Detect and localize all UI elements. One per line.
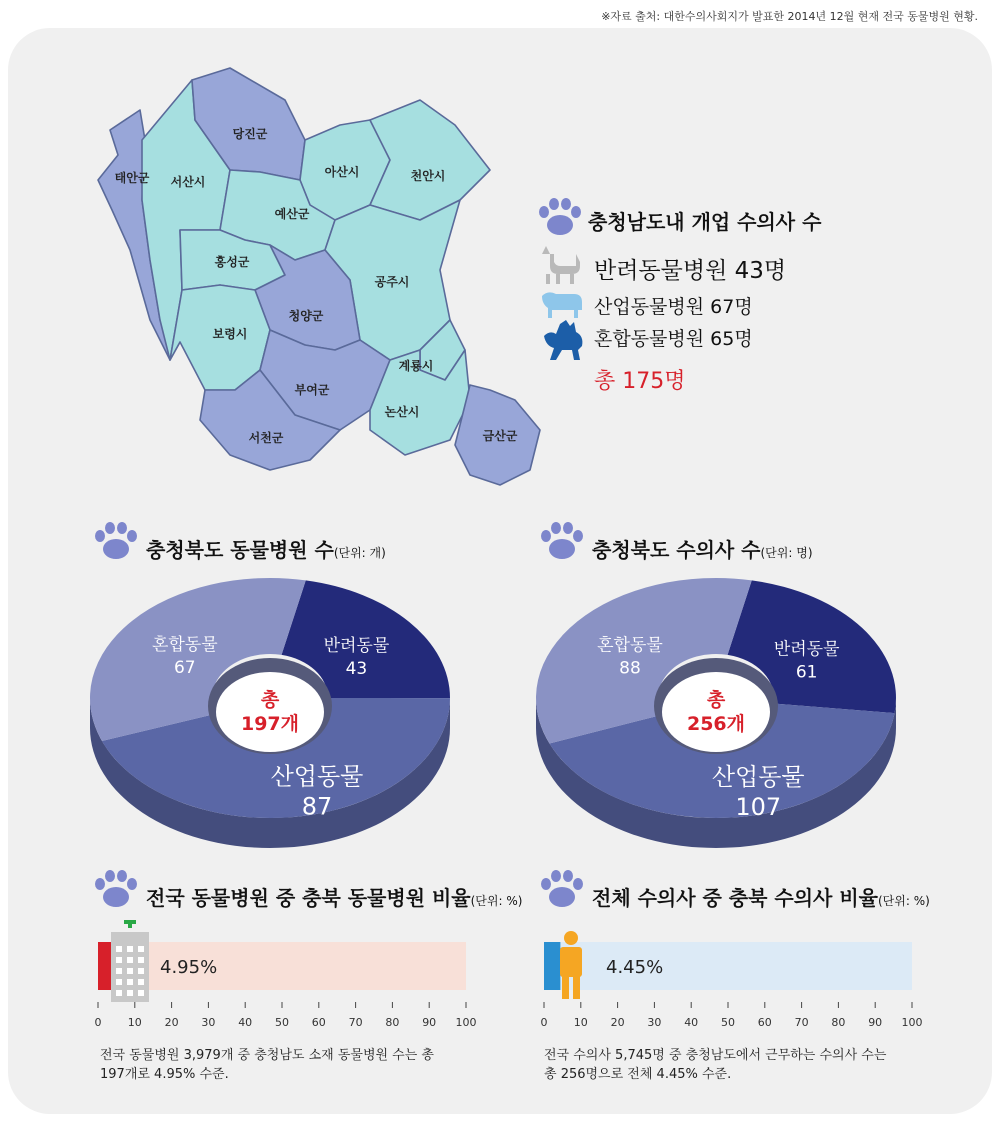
bar-fill — [544, 942, 560, 990]
map-label: 태안군 — [114, 171, 150, 185]
note-line: 전국 동물병원 3,979개 중 충청남도 소재 동물병원 수는 총 — [100, 1048, 434, 1063]
axis-tick-label: 50 — [275, 1016, 289, 1029]
chart-title — [592, 534, 813, 563]
chart-unit: (단위: %) — [877, 894, 930, 908]
axis-tick-label: 40 — [684, 1016, 699, 1029]
axis-tick-label: 100 — [901, 1016, 923, 1029]
axis-tick-label: 20 — [164, 1016, 179, 1029]
axis-tick-label: 70 — [794, 1016, 809, 1029]
axis-tick-label: 50 — [721, 1016, 735, 1029]
slice-value: 88 — [619, 658, 641, 679]
stat-mixed: 혼합동물병원 65명 — [594, 328, 753, 350]
note-hospital — [100, 1046, 480, 1084]
bar-chart-hospital-ratio — [86, 920, 486, 1030]
map-label: 논산시 — [384, 405, 420, 419]
donut-hole — [216, 672, 324, 752]
donut-center-value: 197개 — [240, 713, 300, 735]
map-label: 청양군 — [288, 309, 324, 323]
paw-icon — [536, 198, 582, 236]
map-label: 서천군 — [248, 431, 284, 445]
axis-tick-label: 10 — [573, 1016, 588, 1029]
chart-title-text: 충청북도 수의사 수 — [592, 538, 761, 562]
map-label: 부여군 — [294, 383, 330, 397]
axis-tick-label: 100 — [455, 1016, 477, 1029]
stat-industrial: 산업동물병원 67명 — [594, 296, 753, 318]
donut-hole — [662, 672, 770, 752]
map-label: 서산시 — [170, 175, 206, 189]
axis-tick-label: 70 — [348, 1016, 363, 1029]
map-label: 당진군 — [232, 127, 268, 141]
hospital-icon — [111, 920, 149, 1002]
axis-tick-label: 80 — [385, 1016, 400, 1029]
slice-value: 87 — [301, 792, 333, 821]
bar-value-label: 4.95% — [160, 957, 218, 978]
paw-icon — [92, 522, 138, 560]
paw-icon — [92, 870, 138, 908]
chart-title-text: 전국 동물병원 중 충북 동물병원 비율 — [146, 886, 471, 910]
chart-title-text: 충청북도 동물병원 수 — [146, 538, 334, 562]
donut-center-label: 총 — [260, 689, 280, 711]
chart-unit: (단위: 개) — [333, 546, 386, 560]
map-label: 예산군 — [274, 207, 310, 221]
cat-icon — [536, 244, 584, 284]
chart-title — [592, 882, 930, 911]
map-label: 아산시 — [324, 165, 360, 179]
axis-tick-label: 10 — [127, 1016, 142, 1029]
axis-tick-label: 60 — [757, 1016, 772, 1029]
axis-tick-label: 40 — [238, 1016, 253, 1029]
axis-tick-label: 0 — [540, 1016, 548, 1029]
stat-companion: 반려동물병원 43명 — [594, 258, 787, 284]
map-label: 보령시 — [212, 327, 248, 341]
map-label: 공주시 — [374, 275, 410, 289]
paw-icon — [538, 522, 584, 560]
axis-tick-label: 80 — [831, 1016, 846, 1029]
chart-title-text: 전체 수의사 중 충북 수의사 비율 — [592, 886, 878, 910]
chart-unit: (단위: %) — [470, 894, 523, 908]
chart-title — [146, 534, 386, 563]
paw-icon — [538, 870, 584, 908]
cow-icon — [538, 288, 584, 318]
slice-label: 혼합동물 — [151, 634, 218, 655]
chungnam-map — [70, 60, 590, 490]
map-label: 홍성군 — [214, 255, 250, 269]
chart-title — [146, 882, 522, 911]
slice-label: 산업동물 — [270, 762, 364, 791]
mixed-animal-icon — [540, 316, 586, 360]
map-label: 천안시 — [410, 169, 446, 183]
map-label: 금산군 — [482, 429, 518, 443]
axis-tick-label: 30 — [201, 1016, 216, 1029]
donut-center-value: 256개 — [686, 713, 746, 735]
axis-tick-label: 60 — [311, 1016, 326, 1029]
map-label: 계룡시 — [398, 359, 434, 373]
stat-total: 총 175명 — [594, 369, 686, 394]
slice-label: 반려동물 — [773, 639, 840, 660]
bar-value-label: 4.45% — [606, 957, 664, 978]
note-line: 총 256명으로 전체 4.45% 수준. — [544, 1067, 732, 1082]
chart-unit: (단위: 명) — [760, 546, 813, 560]
bar-chart-vet-ratio — [532, 920, 932, 1030]
note-line: 전국 수의사 5,745명 중 충청남도에서 근무하는 수의사 수는 — [544, 1048, 887, 1063]
bar-track — [98, 942, 466, 990]
slice-label: 산업동물 — [711, 762, 805, 791]
slice-value: 67 — [173, 657, 196, 678]
donut-chart-vets — [506, 560, 926, 880]
donut-chart-hospitals — [60, 560, 480, 880]
axis-tick-label: 90 — [868, 1016, 883, 1029]
note-line: 197개로 4.95% 수준. — [100, 1067, 229, 1082]
slice-value: 107 — [735, 792, 782, 821]
axis-tick-label: 90 — [422, 1016, 437, 1029]
source-note: ※자료 출처: 대한수의사회지가 발표한 2014년 12월 현재 전국 동물병원 현황. — [601, 10, 978, 23]
chungnam-title: 충청남도내 개업 수의사 수 — [588, 210, 822, 234]
slice-value: 61 — [795, 662, 818, 683]
donut-center-label: 총 — [706, 689, 726, 711]
slice-value: 43 — [345, 658, 368, 679]
note-vet — [544, 1046, 924, 1084]
axis-tick-label: 0 — [94, 1016, 102, 1029]
axis-tick-label: 20 — [610, 1016, 625, 1029]
bar-track — [544, 942, 912, 990]
slice-label: 혼합동물 — [597, 635, 663, 656]
slice-label: 반려동물 — [323, 635, 390, 656]
axis-tick-label: 30 — [647, 1016, 662, 1029]
